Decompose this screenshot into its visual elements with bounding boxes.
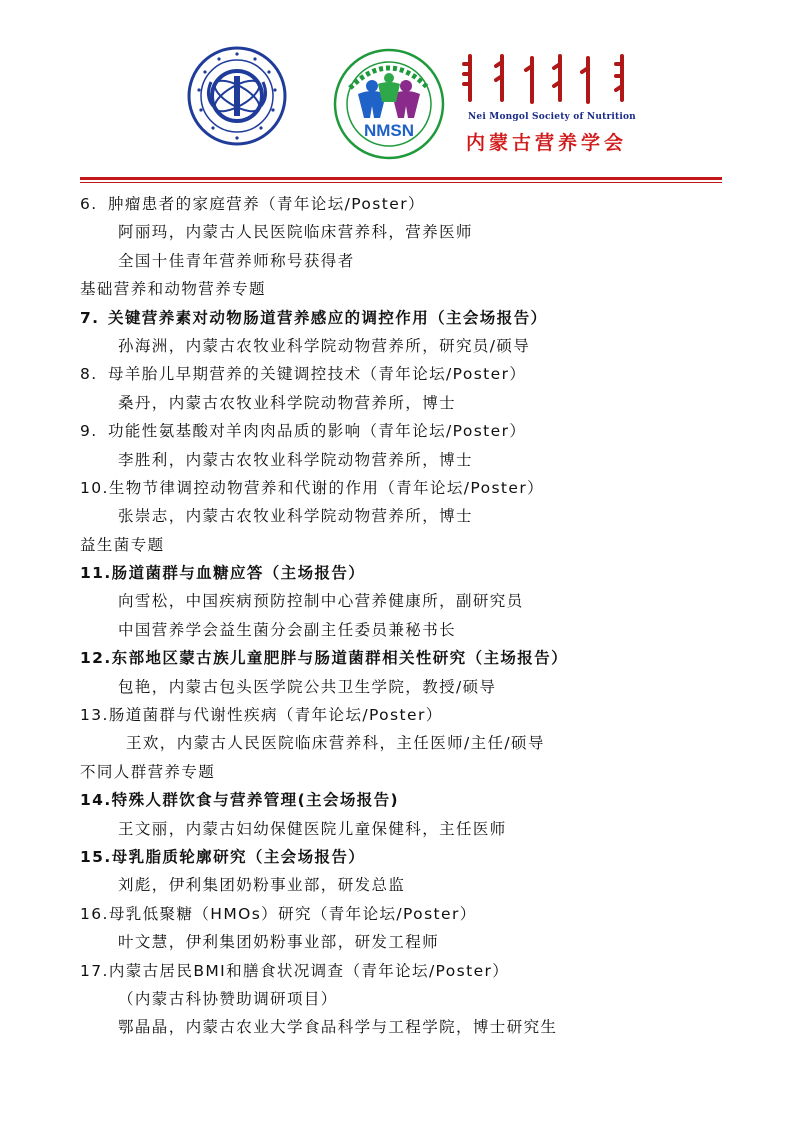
list-item xyxy=(80,360,760,388)
header-rule-thin xyxy=(80,182,722,183)
letterhead xyxy=(0,0,800,185)
item-number: 16. xyxy=(80,904,109,923)
speaker: 李胜利，内蒙古农牧业科学院动物营养所，博士 xyxy=(118,450,473,469)
item-number: 15. xyxy=(80,847,112,866)
nmsn-abbr: NMSN xyxy=(363,121,415,140)
section-heading: 不同人群营养专题 xyxy=(80,762,216,781)
item-number: 14. xyxy=(80,791,112,810)
science-association-logo xyxy=(187,46,287,146)
item-title: 特殊人群饮食与营养管理(主会场报告) xyxy=(111,791,400,810)
list-item xyxy=(80,957,760,985)
item-title: 功能性氨基酸对羊肉肉品质的影响（青年论坛/Poster） xyxy=(108,422,527,441)
item-title: 肿瘤患者的家庭营养（青年论坛/Poster） xyxy=(108,195,425,213)
header-rule xyxy=(80,177,722,180)
list-item xyxy=(80,559,760,587)
speaker: 阿丽玛，内蒙古人民医院临床营养科，营养医师 xyxy=(118,223,473,242)
list-item xyxy=(80,900,760,928)
section-heading: 基础营养和动物营养专题 xyxy=(80,280,266,299)
speaker: 向雪松，中国疾病预防控制中心营养健康所，副研究员 xyxy=(118,592,524,611)
speaker-note: 全国十佳青年营养师称号获得者 xyxy=(118,251,355,270)
item-number: 9. xyxy=(80,422,98,441)
speaker: 张崇志，内蒙古农牧业科学院动物营养所，博士 xyxy=(118,507,473,526)
item-title: 肠道菌群与代谢性疾病（青年论坛/Poster） xyxy=(108,706,443,725)
list-item xyxy=(80,190,760,218)
list-item xyxy=(80,417,760,445)
item-number: 17. xyxy=(80,961,109,980)
item-number: 10. xyxy=(80,478,109,497)
item-note: （内蒙古科协赞助调研项目） xyxy=(118,989,338,1008)
program-list xyxy=(80,190,760,1042)
speaker: 孙海洲，内蒙古农牧业科学院动物营养所，研究员/硕导 xyxy=(118,336,531,355)
item-title: 肠道菌群与血糖应答（主场报告） xyxy=(111,564,366,583)
speaker-note: 中国营养学会益生菌分会副主任委员兼秘书长 xyxy=(118,620,457,639)
item-title: 母乳低聚糖（HMOs）研究（青年论坛/Poster） xyxy=(108,904,477,923)
org-name-english: Nei Mongol Society of Nutrition xyxy=(468,112,636,122)
item-number: 6. xyxy=(80,195,98,213)
list-item xyxy=(80,786,760,814)
list-item xyxy=(80,843,760,871)
item-title: 母乳脂质轮廓研究（主会场报告） xyxy=(111,847,366,866)
speaker: 桑丹，内蒙古农牧业科学院动物营养所，博士 xyxy=(118,393,457,412)
speaker: 包艳，内蒙古包头医学院公共卫生学院，教授/硕导 xyxy=(118,677,497,696)
list-item xyxy=(80,304,760,332)
speaker: 叶文慧，伊利集团奶粉事业部，研发工程师 xyxy=(118,933,440,952)
speaker: 王文丽，内蒙古妇幼保健医院儿童保健科，主任医师 xyxy=(118,819,507,838)
item-number: 7. xyxy=(80,308,100,327)
item-title: 生物节律调控动物营养和代谢的作用（青年论坛/Poster） xyxy=(108,478,545,497)
item-number: 11. xyxy=(80,564,112,583)
org-name-chinese: 内蒙古营养学会 xyxy=(466,132,628,154)
item-number: 8. xyxy=(80,365,98,384)
nutrition-society-logo xyxy=(330,48,448,160)
speaker: 刘彪，伊利集团奶粉事业部，研发总监 xyxy=(118,876,406,895)
item-number: 12. xyxy=(80,649,112,668)
speaker: 王欢，内蒙古人民医院临床营养科，主任医师/主任/硕导 xyxy=(126,734,545,753)
item-title: 内蒙古居民BMI和膳食状况调查（青年论坛/Poster） xyxy=(108,961,510,980)
mongolian-script xyxy=(462,50,652,110)
section-heading: 益生菌专题 xyxy=(80,535,165,554)
list-item xyxy=(80,701,760,729)
item-title: 母羊胎儿早期营养的关键调控技术（青年论坛/Poster） xyxy=(108,365,527,384)
item-title: 东部地区蒙古族儿童肥胖与肠道菌群相关性研究（主场报告） xyxy=(111,649,568,668)
list-item xyxy=(80,644,760,672)
item-title: 关键营养素对动物肠道营养感应的调控作用（主会场报告） xyxy=(108,308,548,327)
list-item xyxy=(80,474,760,502)
speaker: 鄂晶晶，内蒙古农业大学食品科学与工程学院，博士研究生 xyxy=(118,1018,558,1037)
item-number: 13. xyxy=(80,706,109,725)
